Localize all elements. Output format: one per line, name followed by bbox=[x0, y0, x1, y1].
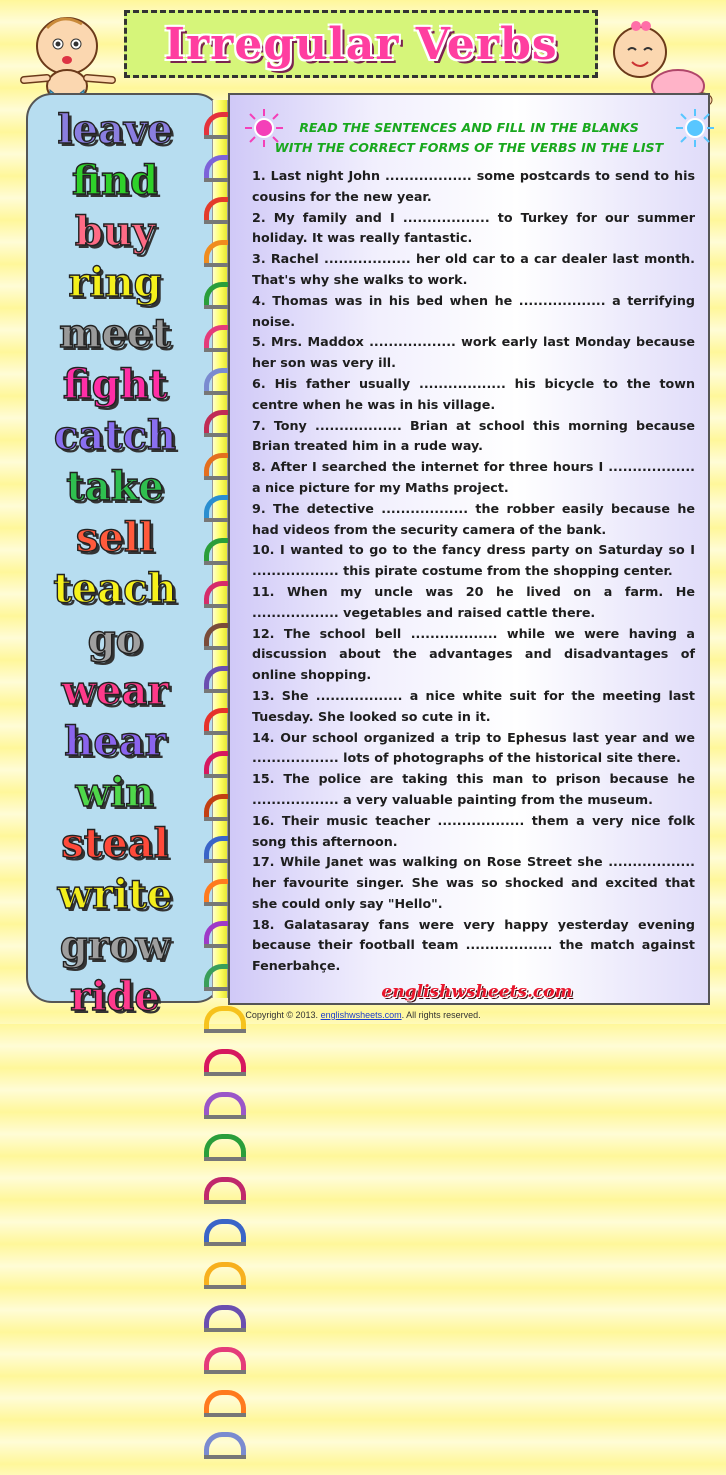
verb-steal: steal bbox=[61, 820, 169, 867]
binder-ring bbox=[200, 1092, 244, 1135]
sentence-18: 18. Galatasaray fans were very happy yesterday evening because their football team .................. the match against Fenerbahçe. bbox=[252, 916, 695, 974]
copyright-suffix: . All rights reserved. bbox=[401, 1010, 481, 1020]
sentence-16: 16. Their music teacher .................. them a very nice folk song this afternoon. bbox=[252, 812, 695, 849]
sentence-14: 14. Our school organized a trip to Ephesus last year and we .................. lots of photographs of the historical site there. bbox=[252, 729, 695, 766]
sentence-10: 10. I wanted to go to the fancy dress party on Saturday so I .................. this pirate costume from the shopping center. bbox=[252, 542, 695, 579]
page-title: Irregular Verbs bbox=[164, 18, 558, 70]
verb-take: take bbox=[66, 463, 164, 510]
binder-ring bbox=[200, 1134, 244, 1177]
verb-go: go bbox=[87, 616, 143, 663]
verb-wear: wear bbox=[61, 667, 169, 714]
sentence-12: 12. The school bell .................. while we were having a discussion about the advantages and disadvantages of online shopping. bbox=[252, 625, 695, 683]
instructions-line-1: READ THE SENTENCES AND FILL IN THE BLANKS bbox=[299, 120, 639, 135]
copyright-line bbox=[0, 1010, 726, 1020]
sentence-6: 6. His father usually .................. his bicycle to the town centre when he was in his village. bbox=[252, 375, 695, 412]
binder-ring bbox=[200, 1049, 244, 1092]
sentence-11: 11. When my uncle was 20 he lived on a farm. He .................. vegetables and raised cattle there. bbox=[252, 583, 695, 620]
verb-ring: ring bbox=[68, 259, 162, 306]
sentence-4: 4. Thomas was in his bed when he .................. a terrifying noise. bbox=[252, 292, 695, 329]
verb-fight: fight bbox=[62, 361, 168, 408]
verb-meet: meet bbox=[59, 310, 171, 357]
binder-ring bbox=[200, 1219, 244, 1262]
verb-buy: buy bbox=[74, 208, 156, 255]
binder-ring bbox=[200, 1262, 244, 1305]
sentence-8: 8. After I searched the internet for three hours I .................. a nice picture for my Maths project. bbox=[252, 459, 695, 495]
sentence-3: 3. Rachel .................. her old car to a car dealer last month. That's why she walks to work. bbox=[252, 251, 695, 287]
instructions bbox=[228, 118, 710, 158]
site-logo: englishwsheets.com bbox=[381, 982, 573, 1002]
copyright-link[interactable]: englishwsheets.com bbox=[320, 1010, 402, 1020]
sentence-2: 2. My family and I .................. to Turkey for our summer holiday. It was really fantastic. bbox=[252, 209, 695, 246]
verb-hear: hear bbox=[64, 718, 166, 765]
binder-ring bbox=[200, 1305, 244, 1348]
sentence-15: 15. The police are taking this man to prison because he .................. a very valuable painting from the museum. bbox=[252, 771, 695, 807]
sentence-list bbox=[252, 166, 695, 977]
sentence-13: 13. She .................. a nice white suit for the meeting last Tuesday. She looked so cute in it. bbox=[252, 687, 695, 724]
verb-win: win bbox=[75, 769, 155, 816]
sentence-5: 5. Mrs. Maddox .................. work early last Monday because her son was very ill. bbox=[252, 334, 695, 371]
verb-sell: sell bbox=[75, 514, 155, 561]
copyright-prefix: Copyright © 2013. bbox=[245, 1010, 319, 1020]
sentence-1: 1. Last night John .................. some postcards to send to his cousins for the new year. bbox=[252, 168, 695, 204]
verb-find: find bbox=[71, 157, 159, 204]
binder-ring bbox=[200, 1432, 244, 1475]
instructions-line-2: WITH THE CORRECT FORMS OF THE VERBS IN THE LIST bbox=[274, 140, 664, 155]
verb-write: write bbox=[57, 871, 173, 918]
verb-leave: leave bbox=[57, 106, 173, 153]
binder-ring bbox=[200, 1390, 244, 1433]
sentence-7: 7. Tony .................. Brian at school this morning because Brian treated him in a rude way. bbox=[252, 417, 695, 454]
verb-grow: grow bbox=[59, 922, 171, 969]
sentence-9: 9. The detective .................. the robber easily because he had videos from the security camera of the bank. bbox=[252, 500, 695, 537]
verb-teach: teach bbox=[53, 565, 177, 612]
verb-list bbox=[30, 104, 200, 1022]
verb-ride: ride bbox=[70, 973, 160, 1020]
verb-catch: catch bbox=[53, 412, 177, 459]
binder-ring bbox=[200, 1347, 244, 1390]
sentence-17: 17. While Janet was walking on Rose Street she .................. her favourite singer. She was so shocked and excited that she could only say "Hello". bbox=[252, 854, 695, 911]
binder-ring bbox=[200, 1177, 244, 1220]
title-banner bbox=[124, 10, 598, 78]
